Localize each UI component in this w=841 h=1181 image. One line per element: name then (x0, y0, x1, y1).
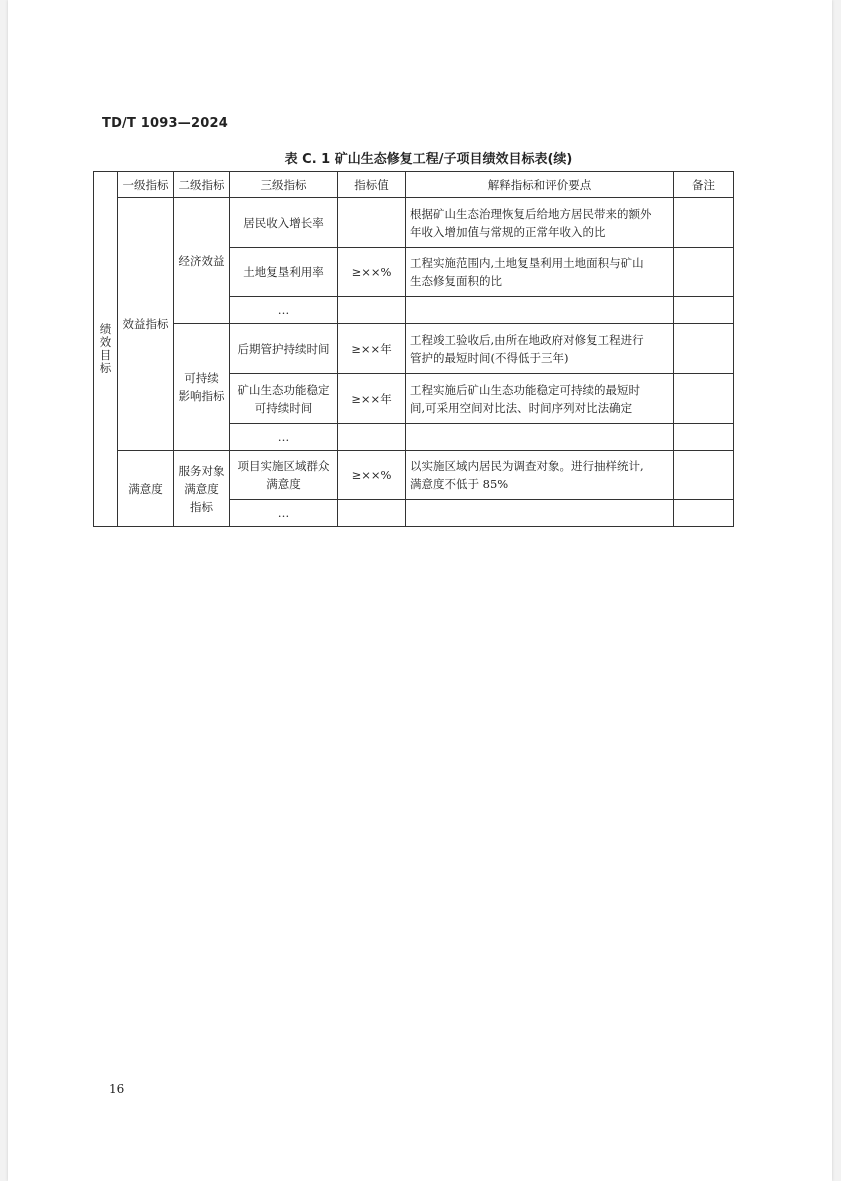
value-cell: ≥××% (338, 451, 406, 500)
value-cell (338, 500, 406, 527)
group-benefit: 效益指标 (118, 198, 174, 451)
value-cell: ≥××% (338, 248, 406, 297)
explanation-line: 年收入增加值与常规的正常年收入的比 (410, 224, 606, 239)
explanation-line: 管护的最短时间(不得低于三年) (410, 350, 569, 365)
header-value: 指标值 (338, 172, 406, 198)
subgroup-sustainable (174, 324, 230, 451)
header-level1: 一级指标 (118, 172, 174, 198)
subgroup-service-line3: 指标 (190, 499, 213, 514)
explanation-line: 工程竣工验收后,由所在地政府对修复工程进行 (410, 332, 644, 347)
indicator-line: 可持续时间 (254, 400, 313, 415)
note-cell (674, 248, 734, 297)
subgroup-service (174, 451, 230, 527)
header-explanation: 解释指标和评价要点 (406, 172, 674, 198)
indicator-line: 矿山生态功能稳定 (237, 382, 330, 397)
table-title: 表 C. 1 矿山生态修复工程/子项目绩效目标表(续) (284, 152, 573, 167)
explanation-cell (406, 297, 674, 324)
indicator-cell: … (230, 500, 338, 527)
explanation-line: 根据矿山生态治理恢复后给地方居民带来的额外 (410, 206, 652, 221)
explanation-line: 生态修复面积的比 (410, 274, 502, 288)
indicator-cell: … (230, 424, 338, 451)
group-satisfaction: 满意度 (118, 451, 174, 527)
explanation-cell (406, 248, 674, 297)
side-label-cell (94, 172, 118, 527)
subgroup-service-line1: 服务对象 (178, 463, 225, 478)
note-cell (674, 324, 734, 374)
standard-code: TD/T 1093—2024 (102, 116, 228, 131)
explanation-cell (406, 424, 674, 451)
indicator-cell: 居民收入增长率 (230, 198, 338, 248)
subgroup-sustainable-line2: 影响指标 (178, 389, 225, 403)
table-row (94, 324, 734, 374)
note-cell (674, 500, 734, 527)
explanation-line: 间,可采用空间对比法、时间序列对比法确定 (410, 400, 633, 415)
explanation-cell (406, 451, 674, 500)
subgroup-service-line2: 满意度 (184, 481, 219, 496)
table-row (94, 198, 734, 248)
subgroup-sustainable-line1: 可持续 (184, 371, 219, 385)
performance-target-table (93, 171, 734, 527)
page-number: 16 (109, 1082, 125, 1096)
explanation-cell (406, 198, 674, 248)
explanation-line: 满意度不低于 85% (410, 477, 509, 491)
note-cell (674, 297, 734, 324)
note-cell (674, 424, 734, 451)
header-level2: 二级指标 (174, 172, 230, 198)
explanation-line: 工程实施后矿山生态功能稳定可持续的最短时 (410, 382, 640, 397)
note-cell (674, 374, 734, 424)
header-row (94, 172, 734, 198)
explanation-cell (406, 500, 674, 527)
indicator-line: 项目实施区域群众 (237, 459, 330, 473)
header-level3: 三级指标 (230, 172, 338, 198)
indicator-cell (230, 451, 338, 500)
value-cell (338, 297, 406, 324)
subgroup-economic: 经济效益 (174, 198, 230, 324)
explanation-line: 以实施区域内居民为调查对象。进行抽样统计, (410, 459, 644, 473)
indicator-cell: 后期管护持续时间 (230, 324, 338, 374)
explanation-cell (406, 324, 674, 374)
side-label: 绩效目标 (99, 322, 112, 375)
value-cell (338, 424, 406, 451)
header-note: 备注 (674, 172, 734, 198)
value-cell: ≥××年 (338, 324, 406, 374)
value-cell: ≥××年 (338, 374, 406, 424)
note-cell (674, 198, 734, 248)
explanation-cell (406, 374, 674, 424)
indicator-cell: … (230, 297, 338, 324)
note-cell (674, 451, 734, 500)
indicator-line: 满意度 (266, 477, 301, 491)
indicator-cell: 土地复垦利用率 (230, 248, 338, 297)
table-row (94, 451, 734, 500)
value-cell (338, 198, 406, 248)
explanation-line: 工程实施范围内,土地复垦利用土地面积与矿山 (410, 256, 644, 270)
indicator-cell (230, 374, 338, 424)
